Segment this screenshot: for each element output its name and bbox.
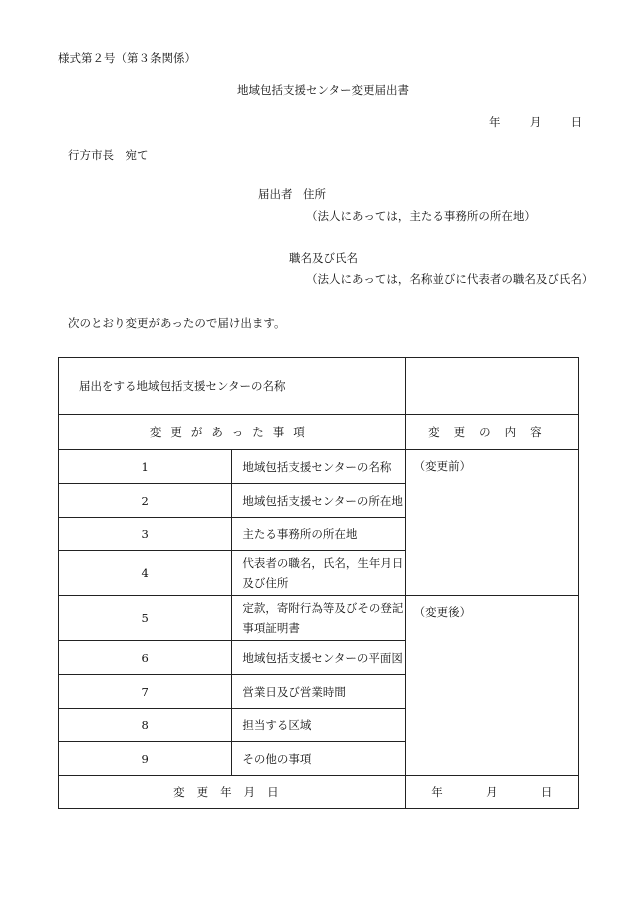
address-note: （法人にあっては，主たる事務所の所在地） [306,209,536,223]
statement: 次のとおり変更があったので届け出ます。 [68,316,286,330]
change-date-field[interactable] [405,776,578,809]
table-row [59,450,579,484]
center-name-field[interactable] [405,358,578,415]
item-text: 営業日及び営業時間 [232,675,405,709]
item-text: 地域包括支援センターの名称 [232,450,405,484]
name-label: 職名及び氏名 [289,251,358,265]
item-number: 9 [59,742,232,776]
item-number: 7 [59,675,232,709]
change-table [58,357,579,809]
center-name-label: 届出をする地域包括支援センターの名称 [59,358,406,415]
after-change-field[interactable] [405,596,578,776]
item-text: 代表者の職名，氏名，生年月日及び住所 [232,551,405,596]
item-number: 6 [59,641,232,675]
month-label: 月 [529,115,542,129]
document-title: 地域包括支援センター変更届出書 [237,83,410,97]
after-label: （変更後） [413,605,472,619]
date-line [489,114,582,130]
col-header-items: 変更があった事項 [59,415,406,450]
change-day-label: 日 [540,785,553,799]
address-label: 住所 [303,187,326,201]
year-label: 年 [489,115,501,129]
item-number: 2 [59,484,232,518]
before-change-field[interactable] [405,450,578,596]
change-date-label: 変更年月日 [59,776,406,809]
item-number: 3 [59,518,232,551]
item-number: 4 [59,551,232,596]
day-label: 日 [570,115,583,129]
change-month-label: 月 [486,785,498,799]
item-number: 8 [59,709,232,742]
item-number: 1 [59,450,232,484]
notifier-label: 届出者 [258,187,293,201]
table-row [59,596,579,641]
item-number: 5 [59,596,232,641]
change-year-label: 年 [431,785,443,799]
item-text: その他の事項 [232,742,405,776]
col-header-content: 変更の内容 [405,415,578,450]
name-note: （法人にあっては，名称並びに代表者の職名及び氏名） [306,272,594,286]
item-text: 地域包括支援センターの所在地 [232,484,405,518]
item-text: 定款，寄附行為等及びその登記事項証明書 [232,596,405,641]
form-number: 様式第２号（第３条関係） [58,51,196,65]
before-label: （変更前） [413,459,472,473]
item-text: 担当する区域 [232,709,405,742]
item-text: 主たる事務所の所在地 [232,518,405,551]
addressee: 行方市長 宛て [68,148,149,162]
item-text: 地域包括支援センターの平面図 [232,641,405,675]
